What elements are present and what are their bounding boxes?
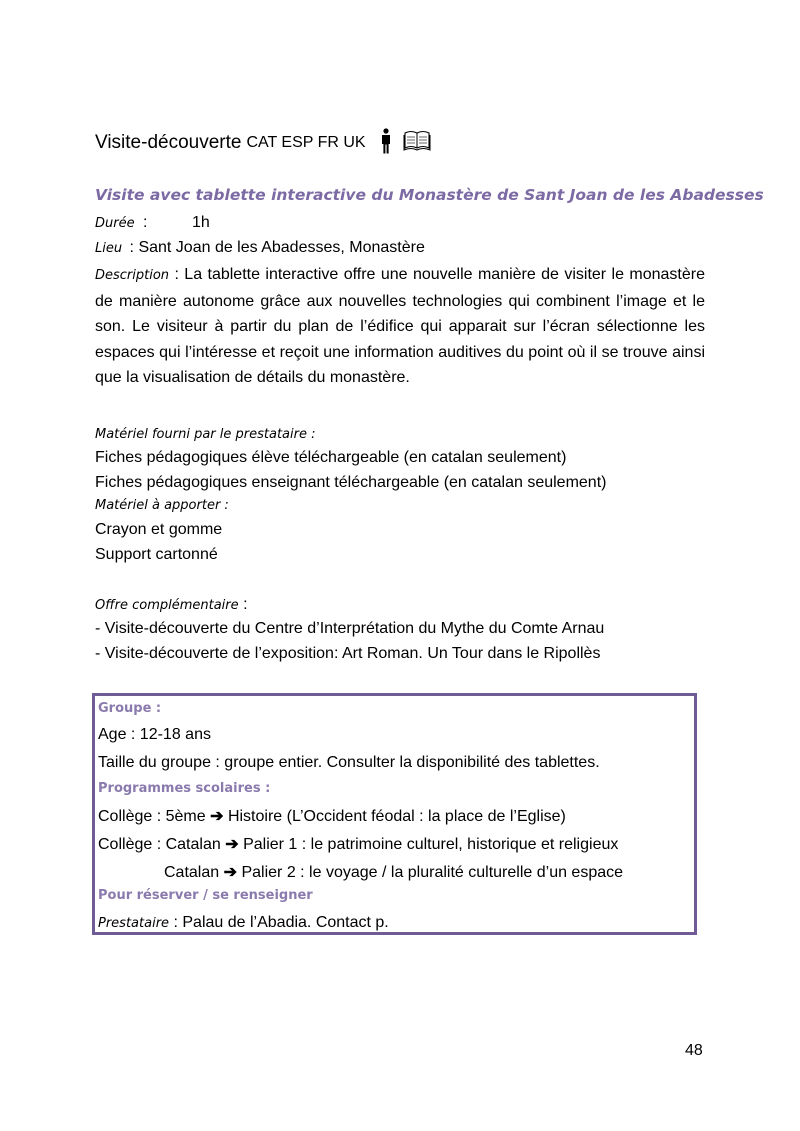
group-size-line: Taille du groupe : groupe entier. Consulter la disponibilité des tablettes. [98,754,600,771]
offre-item: - Visite-découverte du Centre d’Interprétation du Mythe du Comte Arnau [95,620,605,637]
book-icon [403,130,431,157]
prestataire-value: : Palau de l’Abadia. Contact p. [169,914,389,931]
lieu-row [95,239,425,257]
reserver-heading: Pour réserver / se renseigner [98,888,313,903]
programme-prefix: Collège : 5ème [98,808,206,825]
programme-suffix: Palier 2 : le voyage / la pluralité culturelle d’un espace [241,864,624,881]
materiel-apporter-item: Support cartonné [95,546,218,563]
programme-suffix: Histoire (L’Occident féodal : la place de l’Eglise) [227,808,566,825]
materiel-fourni-item: Fiches pédagogiques élève téléchargeable (en catalan seulement) [95,449,567,466]
description-label: Description [95,268,170,283]
heading-title: Visite-découverte [95,132,242,153]
offre-label: Offre complémentaire [95,598,239,613]
arrow-icon: ➔ [225,836,239,853]
page-heading [95,128,431,158]
description-paragraph [95,262,705,391]
duree-value: 1h [191,214,210,231]
programme-prefix: Collège : Catalan [98,836,221,853]
programme-prefix: Catalan [164,864,220,881]
programme-line [98,806,566,826]
person-icon [381,128,391,159]
heading-languages: CAT ESP FR UK [246,134,366,151]
programme-line [164,862,623,882]
materiel-fourni-item: Fiches pédagogiques enseignant téléchargeable (en catalan seulement) [95,474,607,491]
materiel-apporter-item: Crayon et gomme [95,521,223,538]
materiel-apporter-label: Matériel à apporter : [95,498,229,513]
programme-line [98,834,618,854]
group-info-box [92,693,697,935]
arrow-icon: ➔ [223,864,238,881]
offre-heading [95,596,248,614]
programmes-heading: Programmes scolaires : [98,781,271,796]
page-number: 48 [685,1042,703,1059]
programme-suffix: Palier 1 : le patrimoine culturel, historique et religieux [243,836,619,853]
offre-separator: : [238,596,248,613]
visit-subtitle: Visite avec tablette interactive du Monastère de Sant Joan de les Abadesses [95,186,764,204]
duree-label: Durée [95,216,135,231]
arrow-icon: ➔ [210,808,224,825]
prestataire-label: Prestataire [98,916,170,931]
description-text: : La tablette interactive offre une nouvelle manière de visiter le monastère de manière autonome grâce aux nouvelles technologies qui combinent l’image et le son. Le visiteur à partir du plan de l’édifice qui apparait sur l’écran sélectionne les espaces qui l’intéresse et reçoit une information auditives du point où il se trouve ainsi que la visualisation de détails du monastère. [95,266,705,386]
lieu-value: : Sant Joan de les Abadesses, Monastère [129,239,425,256]
duree-row [95,214,210,232]
groupe-heading: Groupe : [98,701,162,716]
prestataire-line [98,914,389,932]
lieu-label: Lieu [95,241,123,256]
age-line: Age : 12-18 ans [98,726,211,743]
duree-separator: : [143,214,148,231]
materiel-fourni-label: Matériel fourni par le prestataire : [95,427,316,442]
offre-item: - Visite-découverte de l’exposition: Art Roman. Un Tour dans le Ripollès [95,645,601,662]
